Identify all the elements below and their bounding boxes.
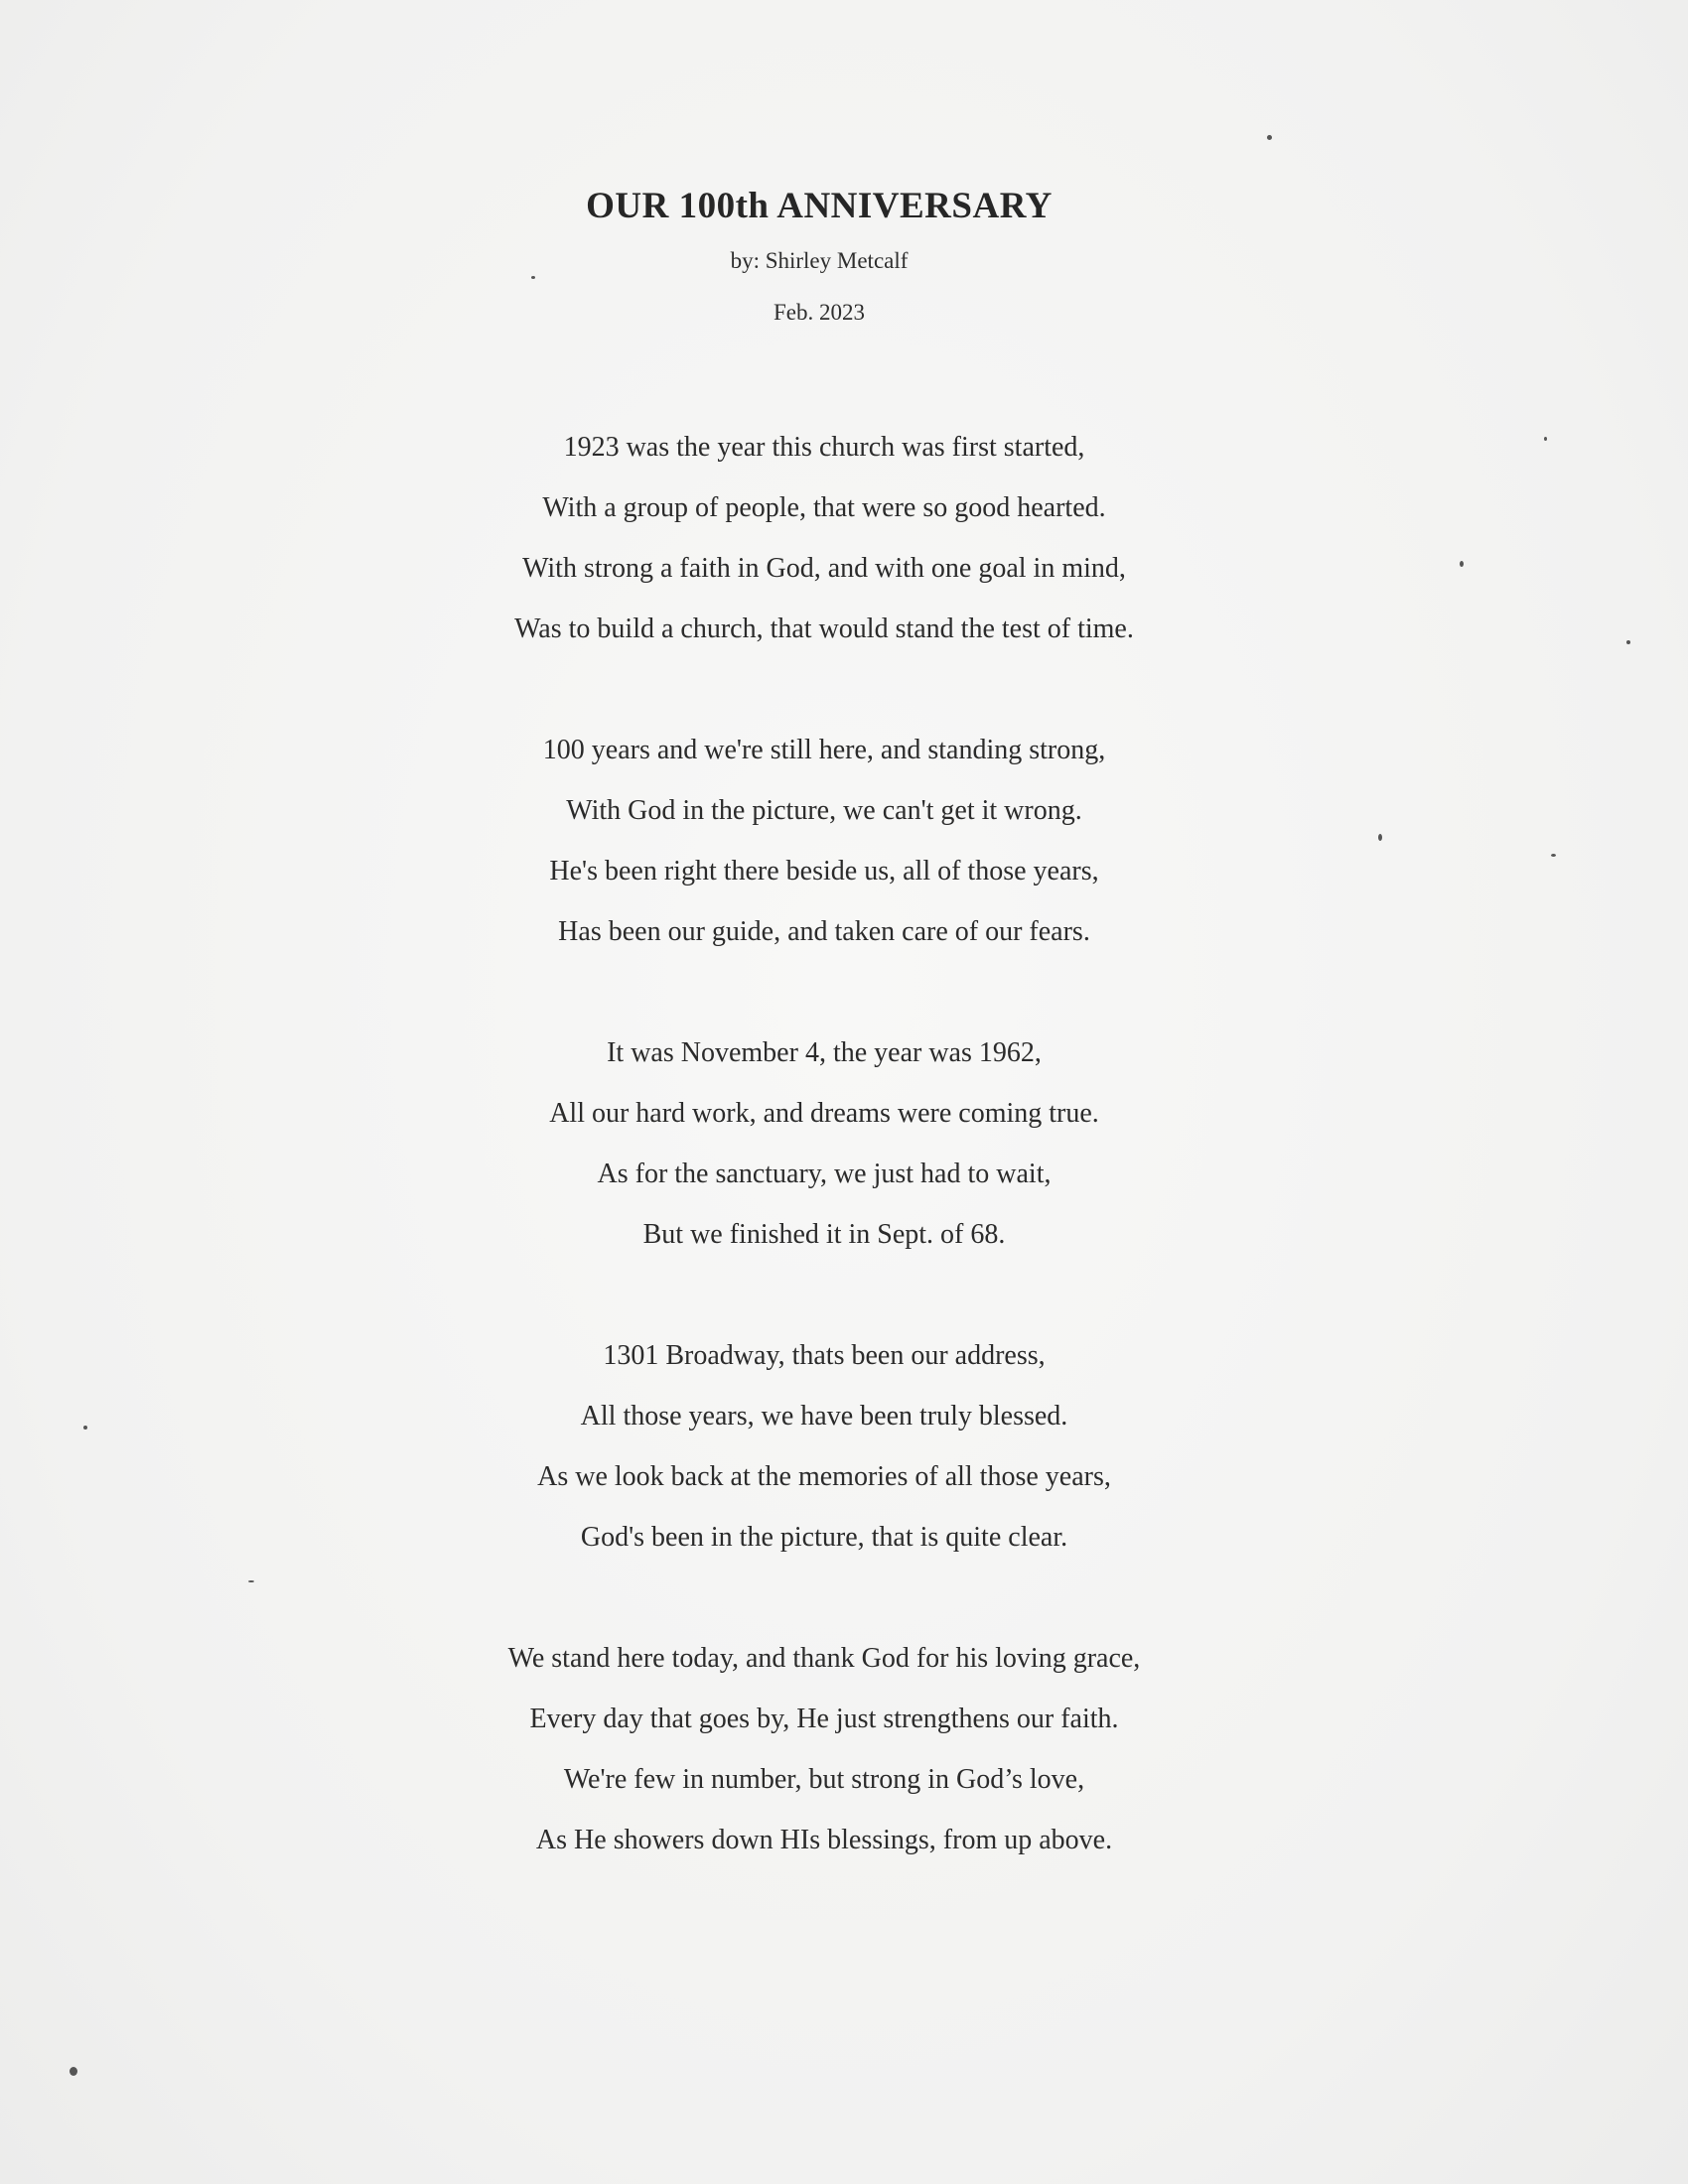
poem-line: 100 years and we're still here, and standing strong, <box>542 735 1106 765</box>
poem-author: by: Shirley Metcalf <box>730 248 909 273</box>
scan-speck <box>531 276 535 279</box>
poem-line: As for the sanctuary, we just had to wait, <box>597 1159 1052 1189</box>
poem-line: But we finished it in Sept. of 68. <box>642 1219 1006 1250</box>
poem-body <box>0 417 1648 1931</box>
poem-line: With a group of people, that were so good hearted. <box>542 492 1106 523</box>
poem-line: 1923 was the year this church was first started, <box>563 432 1085 463</box>
stanza-5 <box>0 1628 1648 1870</box>
poem-line: 1301 Broadway, thats been our address, <box>603 1340 1046 1371</box>
poem-title: OUR 100th ANNIVERSARY <box>586 186 1053 226</box>
poem-line: Has been our guide, and taken care of our fears. <box>558 916 1090 947</box>
poem-header <box>0 185 1638 328</box>
poem-date: Feb. 2023 <box>774 300 865 325</box>
poem-line: Was to build a church, that would stand the test of time. <box>514 614 1134 644</box>
poem-line: It was November 4, the year was 1962, <box>607 1037 1042 1068</box>
scan-speck <box>248 1580 254 1582</box>
poem-line: Every day that goes by, He just strengthens our faith. <box>529 1704 1119 1734</box>
stanza-2 <box>0 720 1648 962</box>
scan-speck <box>1267 135 1272 140</box>
stanza-4 <box>0 1325 1648 1568</box>
poem-line: All those years, we have been truly blessed. <box>580 1401 1068 1432</box>
scan-speck <box>83 1426 87 1430</box>
poem-line: All our hard work, and dreams were coming true. <box>549 1098 1099 1129</box>
scan-speck <box>1626 640 1630 644</box>
stanza-1 <box>0 417 1648 659</box>
scan-speck <box>70 2067 77 2076</box>
scan-speck <box>1551 854 1556 857</box>
poem-line: We're few in number, but strong in God’s love, <box>563 1764 1085 1795</box>
poem-line: God's been in the picture, that is quite clear. <box>580 1522 1068 1553</box>
poem-line: With strong a faith in God, and with one goal in mind, <box>522 553 1126 584</box>
poem-line: As we look back at the memories of all those years, <box>537 1461 1111 1492</box>
poem-line: He's been right there beside us, all of those years, <box>549 856 1099 887</box>
scan-speck <box>1544 437 1547 441</box>
poem-line: As He showers down HIs blessings, from up above. <box>535 1825 1113 1855</box>
stanza-3 <box>0 1023 1648 1265</box>
scan-speck <box>1378 834 1382 841</box>
scan-speck <box>1460 561 1464 567</box>
poem-line: With God in the picture, we can't get it wrong. <box>566 795 1082 826</box>
poem-line: We stand here today, and thank God for his loving grace, <box>507 1643 1141 1674</box>
